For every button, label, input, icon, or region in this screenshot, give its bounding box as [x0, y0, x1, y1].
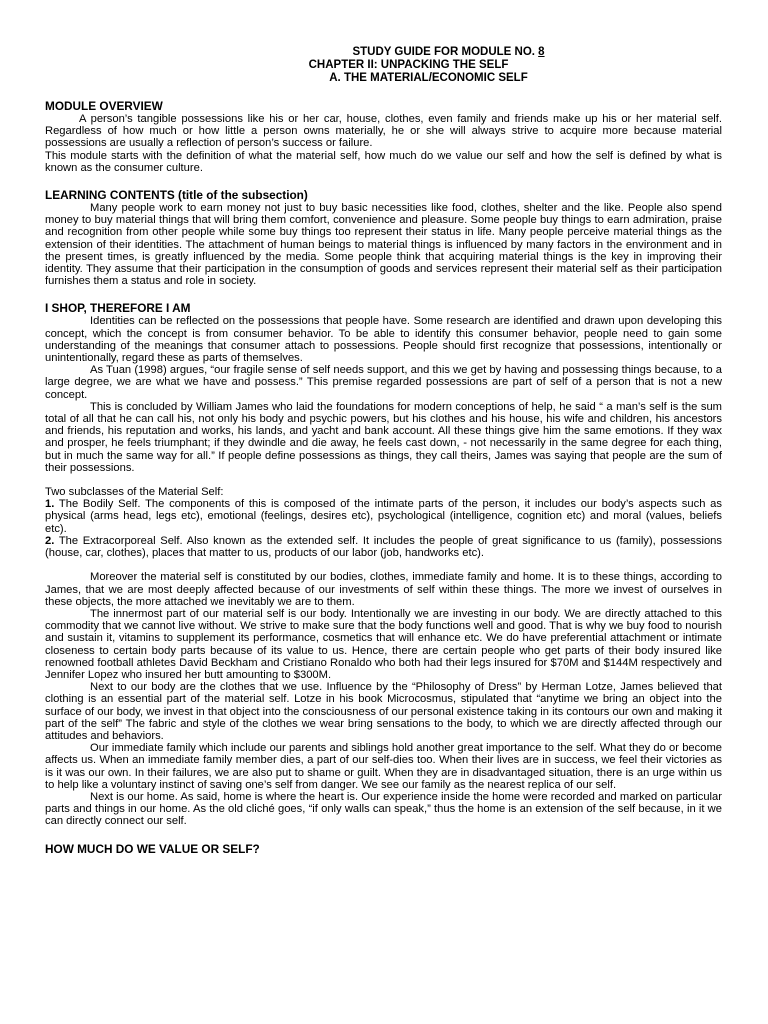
- overview-paragraph-1: A person’s tangible possessions like his or her car, house, clothes, even family and friends make up his or her material self. Regardless of how much or how little a person owns materially, he or she will always strive to acquire more because material possessions are usually a reflection of person’s success or failure.: [45, 113, 722, 150]
- i-shop-paragraph-2: As Tuan (1998) argues, “our fragile sense of self needs support, and this we get by having and possessing things because, to a large degree, we are what we have and possess.” This premise regarded possessions are part of self of a person that is not a new concept.: [45, 364, 722, 401]
- value-self-section: [45, 842, 722, 856]
- document-title-block: [45, 46, 722, 85]
- study-guide-title-prefix: STUDY GUIDE FOR MODULE NO.: [352, 46, 539, 58]
- i-shop-heading: I SHOP, THEREFORE I AM: [45, 301, 191, 316]
- module-overview-heading: MODULE OVERVIEW: [45, 99, 163, 113]
- material-paragraph-5: Next is our home. As said, home is where the heart is. Our experience inside the home were recorded and marked on particular parts and things in our home. As the old cliché goes, “if only walls can speak,” thus the home is an extension of the self because, in it we can directly connect our self.: [45, 790, 722, 828]
- overview-paragraph-2: This module starts with the definition of what the material self, how much do we value our self and how the self is defined by what is known as the consumer culture.: [45, 149, 722, 174]
- module-number: 8: [538, 46, 545, 58]
- document-body: [45, 99, 722, 856]
- material-paragraph-1: Moreover the material self is constituted by our bodies, clothes, immediate family and home. It is to these things, according to James, that we are most deeply affected because of our investments of self within these things. The more we invest of ourselves in these objects, the more attached we inevitably we are to them.: [45, 571, 722, 608]
- i-shop-paragraph-1: Identities can be reflected on the possessions that people have. Some research are identified and drawn upon developing this concept, which the concept is from consumer behavior. To be able to identify this consumer behavior, people need to gain some understanding of the meanings that consumer attach to possessions. People should first recognize that possessions, intentionally or unintentionally, regard these as parts of themselves.: [45, 315, 722, 365]
- section-title: A. THE MATERIAL/ECONOMIC SELF: [329, 72, 528, 84]
- study-guide-title: [45, 46, 722, 59]
- subclasses-section: [45, 486, 722, 559]
- material-paragraph-3: Next to our body are the clothes that we use. Influence by the “Philosophy of Dress” by Herman Lotze, James believed that clothing is an essential part of the material self. Lotze in his book Microcosmus, stipulated that “anytime we bring an object into the surface of our body, we invest in that object into the consciousness of our personal existence taking in its contours our own and making it part of the self” The fabric and style of the clothes we wear bring sensations to the body, to which we are directly affected through our attitudes and behaviors.: [45, 681, 722, 742]
- material-self-section: [45, 571, 722, 827]
- chapter-title: CHAPTER II: UNPACKING THE SELF: [308, 59, 509, 71]
- learning-contents-section: [45, 188, 722, 287]
- subclass-item-2: [45, 535, 722, 559]
- material-paragraph-4: Our immediate family which include our parents and siblings hold another great importance to the self. What they do or become affects us. When an immediate family member dies, a part of our self-dies too. When their lives are in success, we feel their victories as is it was our own. In their failures, we are also put to shame or guilt. When they are in disadvantaged situation, there is an urge within us to help like a voluntary instinct of saving one’s self from danger. We see our family as the nearest replica of our self.: [45, 742, 722, 791]
- subclass-item-2-number: 2.: [45, 534, 55, 547]
- i-shop-section: [45, 301, 722, 474]
- material-paragraph-2: The innermost part of our material self is our body. Intentionally we are investing in our body. We are directly attached to this commodity that we cannot live without. We strive to make sure that the body functions well and good. That is why we buy food to nourish and sustain it, vitamins to supplement its performance, cosmetics that will enhance etc. We do have preferential attachment or intimate closeness to certain body parts because of its value to us. Hence, there are certain people who get parts of their body insured like renowned football athletes David Beckham and Cristiano Ronaldo who both had their legs insured for $70M and $144M respectively and Jennifer Lopez who insured her butt amounting to $300M.: [45, 607, 722, 681]
- module-overview-section: [45, 99, 722, 174]
- subclass-item-1-text: The Bodily Self. The components of this is composed of the intimate parts of the person, it includes our body’s aspects such as physical (arms head, legs etc), emotional (feelings, desires etc), psychological (intelligence, cognition etc) and moral (values, beliefs etc).: [45, 498, 722, 535]
- value-self-heading: HOW MUCH DO WE VALUE OR SELF?: [45, 841, 260, 856]
- subclass-item-1: [45, 498, 722, 535]
- i-shop-paragraph-3: This is concluded by William James who laid the foundations for modern conceptions of help, he said “ a man’s self is the sum total of all that he can call his, not only his body and psychic powers, but his clothes and his house, his wife and children, his ancestors and friends, his reputation and works, his lands, and yacht and bank account. All these things give him the same emotions. If they wax and prosper, he feels triumphant; if they dwindle and die away, he feels cast down, - not necessarily in the same degree for each thing, but in much the same way for all.” If people define possessions as things, they call theirs, James was saying that people are the sum of their possessions.: [45, 400, 722, 474]
- learning-paragraph-1: Many people work to earn money not just to buy basic necessities like food, clothes, shelter and the like. People also spend money to buy material things that will bring them comfort, convenience and pleasure. Some people buy things to earn admiration, praise and recognition from other people while some buy things too represent their status in life. Many people perceive material things as the extension of their identities. The attachment of human beings to material things is influenced by many factors in the environment and in the present times, is greatly influenced by the media. Some people think that acquiring material things is the key in improving their identity. They assume that their participation in the consumption of goods and services represent their material self as their participation furnishes them a status and role in society.: [45, 202, 722, 288]
- subclass-item-2-text: The Extracorporeal Self. Also known as the extended self. It includes the people of great significance to us (family), possessions (house, car, clothes), places that matter to us, products of our labor (job, handworks etc).: [45, 534, 722, 560]
- learning-contents-heading: LEARNING CONTENTS (title of the subsection): [45, 188, 308, 203]
- subclass-item-1-number: 1.: [45, 498, 55, 511]
- subclasses-intro: Two subclasses of the Material Self:: [45, 486, 224, 499]
